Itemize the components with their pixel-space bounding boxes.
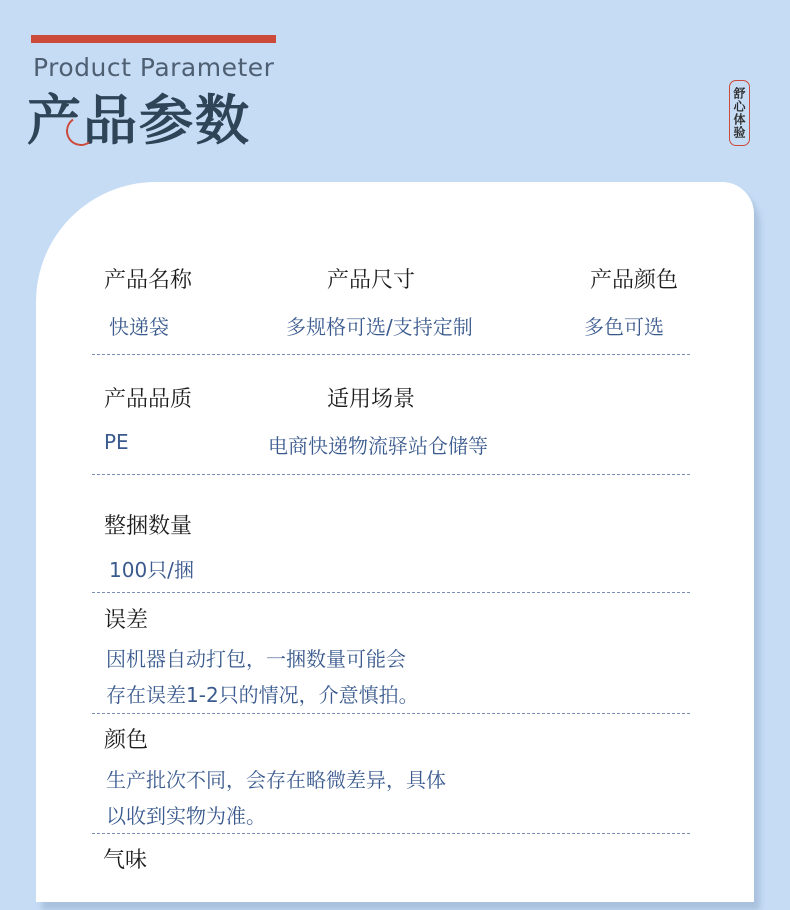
divider — [92, 833, 690, 834]
seal-stamp — [729, 80, 750, 146]
color-text-line2: 以收到实物为准。 — [106, 804, 266, 828]
smell-label: 气味 — [103, 848, 148, 873]
section-title: 产品参数 — [27, 89, 251, 152]
seal-text: 舒心体验 — [732, 87, 746, 139]
color-label: 产品颜色 — [590, 268, 679, 293]
color-note-label: 颜色 — [104, 728, 149, 753]
divider — [92, 592, 690, 593]
divider — [92, 354, 690, 355]
usage-value: 电商快递物流驿站仓储等 — [268, 434, 488, 458]
error-text-line1: 因机器自动打包，一捆数量可能会 — [106, 647, 406, 671]
material-label: 产品品质 — [104, 387, 193, 412]
color-text-line1: 生产批次不同，会存在略微差异，具体 — [106, 768, 446, 792]
divider — [92, 474, 690, 475]
bundle-label: 整捆数量 — [104, 514, 193, 539]
section-subtitle: Product Parameter — [33, 53, 275, 82]
divider — [92, 713, 690, 714]
accent-bar — [31, 35, 276, 43]
size-value: 多规格可选/支持定制 — [286, 315, 473, 339]
name-label: 产品名称 — [104, 268, 193, 293]
color-value: 多色可选 — [584, 315, 664, 339]
size-label: 产品尺寸 — [327, 268, 416, 293]
usage-label: 适用场景 — [327, 387, 416, 412]
material-value: PE — [104, 430, 129, 454]
name-value: 快递袋 — [109, 315, 169, 339]
error-text-line2: 存在误差1-2只的情况，介意慎拍。 — [106, 683, 419, 707]
error-label: 误差 — [104, 608, 149, 633]
bundle-value: 100只/捆 — [109, 558, 194, 582]
